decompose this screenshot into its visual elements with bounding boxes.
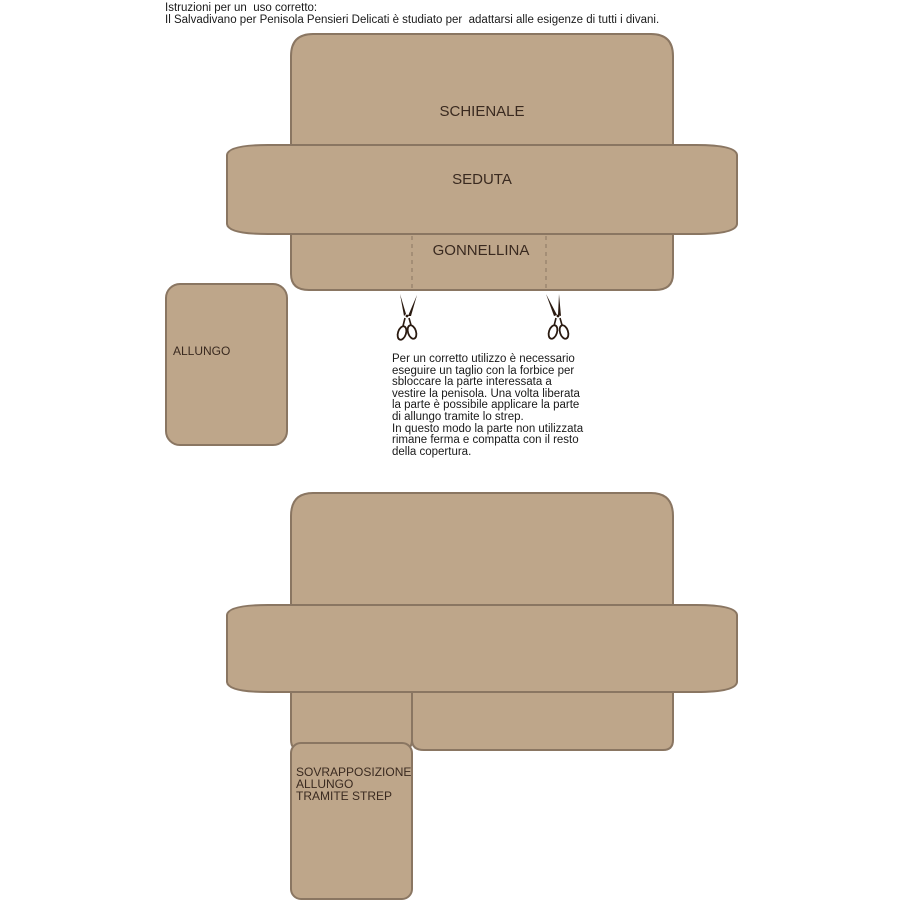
skirt-left-panel — [291, 690, 412, 750]
overlap-label-line-1: SOVRAPPOSIZIONE — [296, 765, 412, 779]
backrest-panel — [291, 34, 673, 148]
seat-panel-bottom — [227, 605, 737, 692]
instruction-line: la parte è possibile applicare la parte — [392, 399, 580, 412]
overlap-label-line-2: ALLUNGO — [296, 777, 354, 791]
overlap-label-line-3: TRAMITE STREP — [296, 789, 393, 803]
backrest-label: SCHIENALE — [439, 103, 525, 120]
seat-label: SEDUTA — [452, 171, 512, 188]
seat-panel — [227, 145, 737, 234]
bottom-diagram — [227, 493, 737, 899]
instruction-line: eseguire un taglio con la forbice per — [392, 364, 575, 377]
skirt-panel — [291, 228, 673, 290]
intro-title: Istruzioni per un uso corretto: — [165, 2, 318, 14]
instruction-line: rimane ferma e compatta con il resto — [392, 434, 579, 447]
extension-label: ALLUNGO — [173, 344, 231, 358]
scissors-icon — [396, 294, 418, 341]
instruction-line: In questo modo la parte non utilizzata — [392, 422, 584, 435]
instruction-line: della copertura. — [392, 445, 472, 458]
instruction-line: vestire la penisola. Una volta liberata — [392, 387, 580, 400]
skirt-right-panel — [412, 690, 673, 750]
instruction-line: di allungo tramite lo strep. — [392, 410, 524, 423]
extension-panel — [166, 284, 287, 445]
instruction-line: sbloccare la parte interessata a — [392, 376, 552, 389]
instructions-note — [392, 354, 597, 458]
instruction-line: Per un corretto utilizzo è necessario — [392, 353, 575, 365]
backrest-panel-bottom — [291, 493, 673, 608]
intro-description: Il Salvadivano per Penisola Pensieri Delicati è studiato per adattarsi alle esigenze di tutti i divani. — [165, 14, 660, 26]
scissors-icon — [546, 294, 570, 340]
skirt-label: GONNELLINA — [432, 242, 530, 259]
